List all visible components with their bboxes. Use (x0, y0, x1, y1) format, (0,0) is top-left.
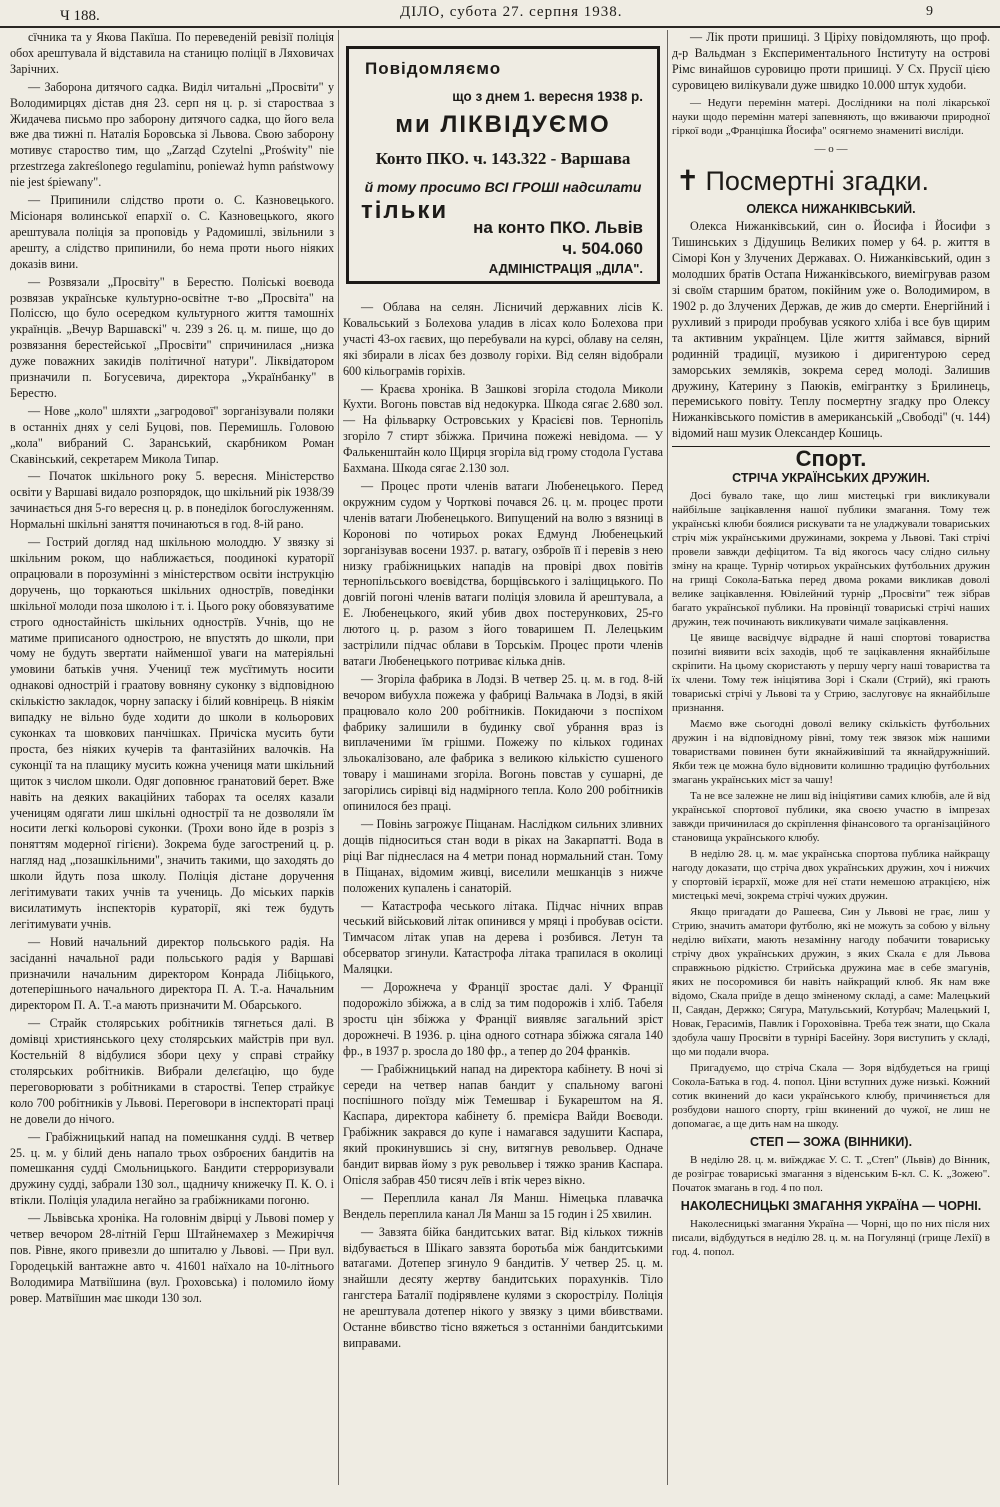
sport-paragraph: Це явище васвідчує відрадне й наші спортові товариства позиґні виявити всіх заходів, щоб те зацікавлення якнайбільше скріпити. На цьому скористають у першу чергу наші товариства та їх члени. Тому теж ініціятива Зорі і Скали (Стрий), які грають товариські стрічі у Львові та у Стрию, заслуговує на якнайбільше признання. (672, 631, 990, 714)
ad-signature: АДМІНІСТРАЦІЯ „ДІЛА". (488, 261, 643, 276)
race-text: Наколесницькі змагання Україна — Чорні, що по них після них пиcали, відбудуться в неділю 28. ц. м. на Погулянці (грище Лехії) в год. 4. попол. (672, 1217, 990, 1258)
news-item: — Початок шкільного року 5. вересня. Міністерство освіти у Варшаві видало розпорядок, що шкільний рік 1938/39 зачинається дня 5-го вересня ц. р. в понеділок богослуженням. Нормальні шкільні заняття починаються в год. 8-ій рано. (10, 469, 334, 532)
masthead: ДІЛО, субота 27. серпня 1938. (400, 4, 623, 20)
obituary-text: Олекса Нижанківський, син о. Йосифа і Йосифи з Тишинських з Дідушиць Великих помер у 64. р. життя в Сіморі Кон у Злучених Державах. О. Нижанківський, один з молодших братів Остапа Нижанківського, виемігрував разом зі своїм старшим братом, покійним уже о. Володимиром, в 1902 р. до Злучених Держав, де жив до смерти. Енергійний і рухливий з природи пробував усякого хліба і все був щирим та активним українцем. Ціле життя займався, вірний родинній традиції, музикою і диригентурою серед заморських земляків, зокрема серед молоді. Залишив дружину, Катерину з Паюків, емігрантку з Брилинець, перемиського повіту. Теплу посмертну згадку про Олексу Нижанківського помістив в американській „Свободі" (ч. 144) відомий наш музик Олександер Кошиць. (672, 219, 990, 441)
ad-liquidate: ми ЛІКВІДУЄМО (395, 111, 611, 138)
page-number-left: Ч 188. (60, 8, 100, 24)
column-middle (343, 300, 663, 1495)
sport-heading: Спорт. (795, 446, 867, 472)
ad-account-new-line1: на конто ПКО. Львів (473, 218, 643, 237)
column-rule (667, 30, 668, 1485)
column-left (10, 30, 334, 1500)
notice-item: — Недуги перемінн матері. Дослідники на полі лікарської науки щодо перемінн матері запевняють, що вживаючи природної гіркої води „Францішка Йосифа" осягнемо знаменитi висліди. (672, 96, 990, 137)
sport-paragraph: Пригадуємо, що стріча Скала — Зоря відбудеться на грищі Сокола-Батька в год. 4. попол. Ціни вступних дуже низькі. Кожний сотик вкинений до каси українського клюбу, причиняється для розбудови нашого спорту, гріш вкинений до чужої, не лиш не допомагає, а ще дить нам на шкоду. (672, 1061, 990, 1130)
news-item: — Нове „коло" шляхти „загродової" зорганізували поляки в останніх днях у селі Буцові, пов. Перемишль. Головою „кола" вибраний С. Заранський, скарбником Роман Скавінський, секретарем Микола Типар. (10, 403, 334, 466)
news-item: — Розвязали „Просвіту" в Берестю. Поліськi воєвода розвязав українське культурно-освітне т-во „Просвіта" на Поліссю, що було осередком культурного життя тамошніх українців. „Вечур Варшавскі" ч. 239 з 26. ц. м. пише, що до розвязання берестейської „Просвіти" спричинилася „низка дуже поважних закидів політичної натури". Ліквідатором призначили п. Богусевича, директора „Українбанку" в Берестю. (10, 274, 334, 400)
race-heading: НАКОЛЕСНИЦЬКІ ЗМАГАННЯ УКРАЇНА — ЧОРНІ. (680, 1198, 982, 1213)
news-item: — Катастрофа чеського літака. Підчас нічних вправ чеський військовий літак опинився у мряці і пробував осісти. Тимчасом літак упав на дерева і розбився. Летун та обсерватор згинули. Катастрофа літака трапилася в околиці Маляцки. (343, 898, 663, 977)
obituary-heading-text: Посмертні згадки. (705, 165, 929, 196)
ad-account-new (473, 217, 643, 259)
step-heading: СТЕП — ЗОЖА (ВІННИКИ). (749, 1134, 913, 1149)
news-item: — Лік проти пришиці. З Ціріху повідомляють, що проф. д-р Вальдман з Експериментального Інституту на острові Рімс винайшов суровицю проти пришиці. У Сх. Прусії цією суровицею вилікували дуже швидко 10.000 штук худоби. (672, 30, 990, 92)
news-item: — Грабіжницький напад на директора кабінету. В ночі зі середи на четвер напав бандит у спальному вагоні поспішного поїзду між Темешвар і Букарештом на Я. Каспара, директора кабінету б. премієра Вайди Воєводи. Грабіжник закрався до купе і намагався задушити Каспара, який прокинувшись зі сну, витягнув револьвер. Одначе бандит вирвав йому з рук револьвер і тяжко зранив Каспара. Опісля забрав 450 тисяч леїв і втік через вікно. (343, 1061, 663, 1187)
column-rule (338, 30, 339, 1485)
obituary-name: ОЛЕКСА НИЖАНКІВСЬКИЙ. (746, 201, 916, 216)
news-item: сїчника та у Якова Пакїша. По переведеній ревізії поліція обох арештувала й відставила на станицю поліції в Ляховичах Зарічних. (10, 30, 334, 76)
column-right (672, 30, 990, 1500)
ad-heading: Повідомляємо (365, 59, 502, 78)
news-item: — Повінь загрожує Піщанам. Наслідком сильних зливних дощів підноситься стан води в ріках на Закарпатті. Вода в ріці Ваг піднеслася на 4 метри понад нормальний стан. Тому в Піщанах, відомим живці, виселили мешканців з нижче положених купалень і санаторій. (343, 817, 663, 895)
ad-only: тільки (361, 197, 449, 224)
sport-subheading: СТРІЧА УКРАЇНСЬКИХ ДРУЖИН. (732, 471, 930, 486)
news-item: — Облава на селян. Лісничий державних лісів К. Ковальський з Болехова уладив в лісах коло Болехова при участі 43-ох гаєвих, що перебували на курсі, облаву на селян, які збирали в лісах без дозволу горіхи. Від селян відобрали 600 кільограмів горіхів. (343, 300, 663, 378)
cross-icon: ✝ (676, 164, 700, 196)
ad-account-old: Конто ПКО. ч. 143.322 - Варшава (375, 149, 631, 168)
ad-date-line: що з днем 1. вересня 1938 р. (452, 89, 643, 104)
sport-paragraph: Маємо вже сьогодні доволі велику скількість футбольних дружин і на відповідному рівні, тому теж звязок між нашими товариствами повинен бути якнайживіший та якнайдружніший. Якби теж це можна було відновити колишню традицію футбольних змагань українських міст за чашу! (672, 717, 990, 786)
news-item: — Згоріла фабрика в Лодзі. В четвер 25. ц. м. в год. 8-ій вечором вибухла пожежа у фабриці Вальчака в Лодзі, в якій працювало коло 200 робітників. Покидаючи з поспіхом фабрику залишили в будинку свої убрання враз із виплаченими їм грішми. Пожежу по кількох годинах зльокалізовано, але фабрика з великою кількістю сушеного товару і машинами згоріла. Вогонь повстав у сушарні, де загорілись сирівці від надмірного тепла. Коло 200 робітників опинилося без праці. (343, 671, 663, 814)
page-header (0, 0, 1000, 28)
news-item: — Новий начальний директор польського радія. На засіданні начальної ради польського радія у Варшаві призначили начальним директором Конрада Лібіцького, дотеперішнього начального директора П. А. Т.-а. Начальним директором П. А. Т.-а мають призначити М. Обарського. (10, 934, 334, 1013)
news-item: — Переплила канал Ля Манш. Німецька плавачка Вендель переплила канал Ля Манш за 15 годин і 25 хвилин. (343, 1190, 663, 1221)
page-number-right: 9 (926, 4, 933, 19)
news-item: — Заборона дитячого садка. Виділ читальні „Просвіти" у Володимирцях дістав дня 23. серп ня ц. р. зі старостваа з Жидачева письмо про заборону дитячого садка, що його вела вже два тижні п. Наталія Боровська зі Львова. Свою заборону мотивує староство тим, що „Zarząd Czytelni „Proświty" nie przestrzega zakreślonego regulaminu, ponieważ hymn państwowy nie jest śpiewany". (10, 79, 334, 190)
sport-paragraph: Та не все залежне не лиш від ініціятиви самих клюбів, але й від української спортової публики, яка своєю участю в імпрезах завжди причинилася до скріплення фінансового та організаційного становища українського клюбу. (672, 789, 990, 844)
ad-request: й тому просимо ВСІ ГРОШІ надсилати (364, 179, 642, 195)
news-item: — Львівська хроніка. На головнім двірці у Львові помер у четвер вечором 28-літній Герш Штайнемахер з Межиріччя пов. Рівне, якого привезли до шпиталю у Львові. — При вул. Городецькій вантажне авто ч. 41601 наїхало на 10-літнього Володимира Матвіїшина (вул. Гроховська) і поломило йому ровер. Матвіїшин має шкоди 130 зол. (10, 1211, 334, 1305)
sport-paragraph: В неділю 28. ц. м. має українська спортова публика найкращу нагоду доказати, що стріча двох українських дружин, хоч і нижчих у спортовій ієрархії, може для неї стати немешою атракцією, ніж мистецькі мечі, зокрема стрічі чужих дружин. (672, 847, 990, 902)
sport-paragraph: Досі бувало таке, що лиш мистецькі гри викликували найбільше зацікавлення нашої публики змагання. Тому теж українські клюби боялися рискувати та не уладжували товариських стріч між українськими дружинами, зокрема у Львові. Такі стрічі провели завжди дефіцитом. Та від якогось часу слідно сильну зміну на краще. Турнір чотирьох українських футбольних дружин на грищі Сокола-Батька перед двома роками викликав доволі велике зацікавлення. Ювілейний турнір „Просвіти" теж зібрав багато української публики. На провінції товариські стрічі наших дружин, теж починають викликувати чимале зацікавлення. (672, 489, 990, 628)
sport-paragraph: Якщо пригадати до Рашеєва, Син у Львові не грає, лиш у Стрию, значить аматори футболю, які не можуть за собою у вільну неділю виїхати, мають незамінну нагоду побачити товариську стрічу двох українських дружин, з яких Скала є для Львова справжньою рідкістю. Стрийська дружина має в себе змагунів, яких не посоромився би навіть найкращий клюб. Як нам вже відомо, Скала приїде в дещо зміненому складі, а саме: Малецький II, Саядан, Держко; Сягура, Матульський, Котурбач; Малецький I, Новак, Герасимів, Павлик і Гороховівна. Треба теж знати, що Скала здобула чашу Просвіти в турнірі Басейну. Зоря виступить у складі, що ми подали вчора. (672, 905, 990, 1058)
news-item: — Завзята бійка бандитських ватаг. Від кількох тижнів відбувається в Шікаго завзята боротьба між бандитськими ватагами. Дотепер згинуло 9 бандитів. У четвер 25. ц. м. знайшли десяту жертву бандитських порахунків. Тіло гангстера Баталії подірявлене кулями з скорострілу. Поліція не арештувала дотепер нікого у звязку з цими вбивствами. Останне вбивство тісно вяжеться з останніми бандитськими виправами. (343, 1224, 663, 1350)
news-item: — Страйк столярських робітників тягнеться далі. В домівці християнського цеху столярських майстрів при вул. Костельній 8 відбулися збори цеху у справі страйку столярських робітників. Вибрали делєґацію, що буде переговорювати з робітниками в старостві. Тепер страйкує коло 700 робітників у Львові. Переговори в інспектораті праці не довели до нічого. (10, 1016, 334, 1126)
news-item: — Грабіжницький напад на помешкання судді. В четвер 25. ц. м. у білий день напало трьох озброєних бандитів на помешкання судді Смольницького. Бандити стерроризували дружину судді, забрали 130 зол., щадничу книжечку П. К. О. і втікли. Поліція уладила негайно за грабіжниками погоню. (10, 1129, 334, 1208)
obituary-heading (676, 164, 990, 198)
divider: — о — (814, 142, 848, 155)
news-item: — Дорожнеча у Франції зростає далі. У Франції подорожіло збіжжа, а в слід за тим подорожів і хліб. Табеля зростu цін збіжжа у Франції виявляє загальний зріст дорожнечі. В 1936. р. ціна одного сотнара збіжжа сягала 140 фр., в 1937 р. зросла до 180 фр., а тепер до 204 франків. (343, 980, 663, 1058)
step-text: В неділю 28. ц. м. виїжджає У. С. Т. „Степ" (Львів) до Вінник, де розіграє товариські змагання з віденським Б-кл. С. К. „Зожею". Початок змагань в год. 4 по пол. (672, 1153, 990, 1194)
ad-account-new-line2: ч. 504.060 (562, 239, 643, 258)
news-item: — Краєва хроніка. В Зашкові згоріла стодола Миколи Кухти. Вогонь повстав від недокурка. Шкода сягає 2.680 зол. — На фільварку Островських у Красієві пов. Тернопіль згоріло 7 стирт збіжжа. Причина пожежі невідома. — У Фалькенштайн коло Щирця згоріла від грому стодола Густава Бахмана. Шкода сягає 2.130 зол. (343, 381, 663, 476)
news-item: — Процес проти членів ватаги Любенецького. Перед окружним судом у Чорткові почався 26. ц. м. процес проти членів ватаги Любенецького. Випущений на волю з вязниці в Коронові по чотирьох роках Едмунд Любенецький зорганізував восени 1937. р. ватагу, озброїв її і перевів з нею низку грабіжницьких нападів на провірі двох повітів тернопільського воєвідства, борщівського і заліщицького. По довгій погоні членів ватаги поліція зловила й арештувала, а Е. Любенецького, який убив двох постерунковиx, 25-го лютого ц. р. разом з його товаришем П. Лелецьким застрілили підчас облави в Торськім. Процес проти членів ватаги Любенецького потриває кілька днів. (343, 478, 663, 668)
advertisement-box (346, 46, 660, 284)
news-item: — Гострий догляд над шкільною молоддю. У звязку зі шкільним роком, що наближається, поодинокі кураторії опрацювали в порозумінні з міністерством освіти інструкцію доручень, що торкаються шкільних однострїв, поведінки шкільної молоди поза школою і т. і. Цього року обовязуватиме строго одностайність шкільних однострїв. Учнів, що не матиме приписаного однострою, не впустять до школи, при чому не будуть звертати найменшої уваги на матеріяльні умовини батьків учня. Ученицї теж мусїтимуть носити однакові однострій і граатову вовняну суконку з відповідною скількістю закладок, чорну запаску і білий ковнірець. В ніякім випадку не вільно буде ходити до школи в кольорових суконках та шовкових панчішках. Причіска мусить бути проста, без ніяких кучерів та фантазійних валочків. На суконції та на плащику мусить кожна учениця мати шкільний щиток з числом школи. Одяг доповнює гранатовий берет. Вже навіть на деяких вакаційних таборах та оселях казали ученицям одягати лиш шкільні однострії та не дозволяли їм носити легкі кольорові суконки. (Трохи воно йде в розріз з поняттям модерної гігієни). Зокрема буде загострений ц. р. нагляд над „позашкільними", значить такими, що заходять до школи йдуть поза школу. Поліція дістане доручення легітимувати таких учнів та учениць. До міських парків висилатимуть інспекторів кураторії, які теж будуть легітимувати учнів. (10, 535, 334, 931)
news-item: — Припинили слідство проти о. С. Казновецького. Місіонаря волинської епархії о. С. Казновецького, якого арештувала поліція за проповідь у Радомишлі, звільнили з арешту, а слідство припинили, бо нема проти нього ніяких доказів вини. (10, 193, 334, 271)
